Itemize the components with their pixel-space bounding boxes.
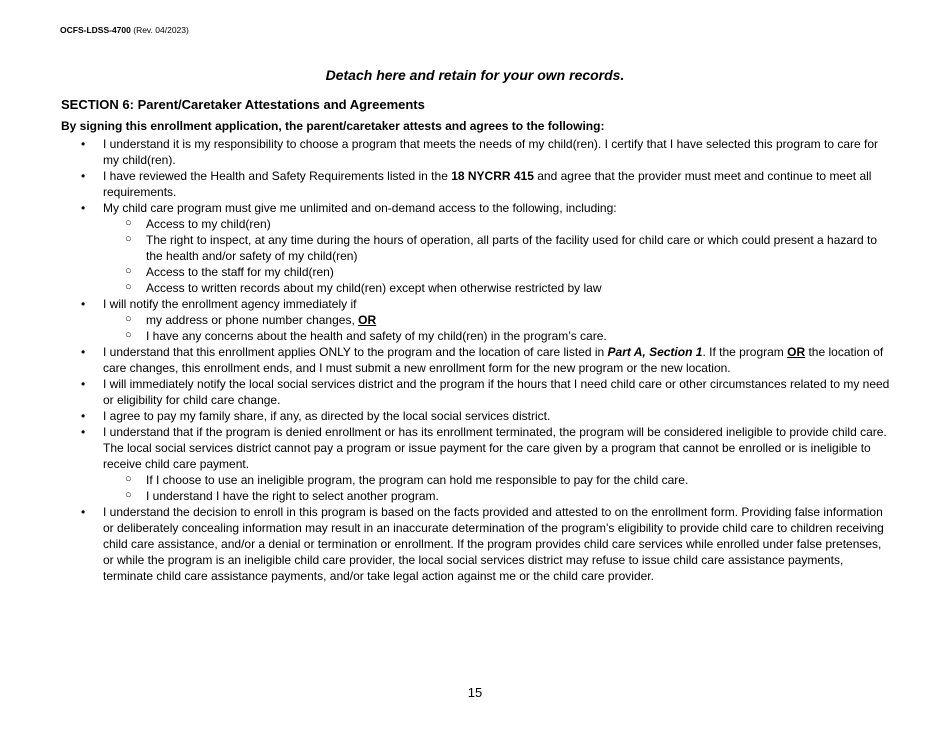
circle-bullet-icon: ○ — [125, 329, 132, 341]
regulation-ref: 18 NYCRR 415 — [451, 169, 534, 183]
sub-item — [61, 264, 891, 280]
form-code: OCFS-LDSS-4700 — [60, 25, 131, 35]
sub-item-text: Access to the staff for my child(ren) — [146, 265, 334, 279]
circle-bullet-icon: ○ — [125, 217, 132, 229]
attestation-item — [61, 200, 891, 216]
attestation-item — [61, 504, 891, 584]
sub-item-text: If I choose to use an ineligible program, the program can hold me responsible to pay for the child care. — [146, 473, 689, 487]
item-text: the location of care changes, this enrollment ends, and I must submit a new enrollment form for the new program or the new location. — [103, 345, 884, 375]
attestation-item — [61, 408, 891, 424]
item-text: I understand that this enrollment applies ONLY to the program and the location of care listed in — [103, 345, 608, 359]
sub-item — [61, 472, 891, 488]
item-text: . If the program — [702, 345, 788, 359]
bullet-icon: • — [81, 169, 86, 183]
circle-bullet-icon: ○ — [125, 313, 132, 325]
item-text: My child care program must give me unlimited and on-demand access to the following, including: — [103, 201, 617, 215]
bullet-icon: • — [81, 425, 86, 439]
bullet-icon: • — [81, 505, 86, 519]
emphasis-or: OR — [358, 313, 377, 327]
detach-note: Detach here and retain for your own records. — [325, 67, 625, 83]
bullet-icon: • — [81, 345, 86, 359]
sub-item — [61, 328, 891, 344]
item-text: I have reviewed the Health and Safety Requirements listed in the — [103, 169, 452, 183]
item-text: and agree that the provider must meet and continue to meet all requirements. — [103, 169, 872, 199]
sub-item — [61, 312, 891, 328]
bullet-icon: • — [81, 377, 86, 391]
item-text: I understand the decision to enroll in this program is based on the facts provided and attested to on the enrollment form. Providing false information or deliberately concealing information may result in an inaccurate determination of the program’s eligibility to provide child care to children receiving child care assistance, and/or a denial or termination or enrollment. If the program provides child care services while enrolled under false pretenses, or while the program is an ineligible child care provider, the local social services district may refuse to issue child care assistance payments, terminate child care assistance payments, and/or take legal action against me or the child care provider. — [103, 505, 884, 583]
circle-bullet-icon: ○ — [125, 265, 132, 277]
item-text: I agree to pay my family share, if any, as directed by the local social services district. — [103, 409, 551, 423]
sub-item — [61, 488, 891, 504]
circle-bullet-icon: ○ — [125, 473, 132, 485]
sub-item — [61, 280, 891, 296]
part-reference: Part A, Section 1 — [607, 345, 703, 359]
emphasis-or: OR — [787, 345, 806, 359]
sub-item-text: I have any concerns about the health and safety of my child(ren) in the program’s care. — [146, 329, 607, 343]
sub-item-text: my address or phone number changes, — [146, 313, 359, 327]
bullet-icon: • — [81, 297, 86, 311]
sub-item-text: The right to inspect, at any time during the hours of operation, all parts of the facility used for child care or which could present a hazard to the health and/or safety of my child(ren) — [146, 233, 878, 263]
sub-item — [61, 216, 891, 232]
bullet-icon: • — [81, 137, 86, 151]
bullet-icon: • — [81, 409, 86, 423]
circle-bullet-icon: ○ — [125, 233, 132, 245]
sub-item-text: Access to written records about my child(ren) except when otherwise restricted by law — [146, 281, 602, 295]
section-title: SECTION 6: Parent/Caretaker Attestations and Agreements — [61, 97, 425, 112]
circle-bullet-icon: ○ — [125, 281, 132, 293]
sub-item — [61, 232, 891, 264]
attestation-item — [61, 296, 891, 312]
attestation-item — [61, 376, 891, 408]
item-text: I will notify the enrollment agency immediately if — [103, 297, 357, 311]
attestation-item — [61, 136, 891, 168]
attestation-list — [61, 136, 891, 584]
item-text: I understand it is my responsibility to choose a program that meets the needs of my child(ren). I certify that I have selected this program to care for my child(ren). — [103, 137, 879, 167]
item-text: I will immediately notify the local social services district and the program if the hours that I need child care or other circumstances related to my need or eligibility for child care change. — [103, 377, 890, 407]
intro-statement: By signing this enrollment application, the parent/caretaker attests and agrees to the following: — [61, 119, 605, 133]
attestation-item — [61, 424, 891, 472]
circle-bullet-icon: ○ — [125, 489, 132, 501]
form-revision: (Rev. 04/2023) — [133, 25, 189, 35]
item-text: I understand that if the program is denied enrollment or has its enrollment terminated, the program will be considered ineligible to provide child care. The local social services district cannot pay a program or issue payment for the care given by a program that cannot be enrolled or is ineligible to receive child care payment. — [103, 425, 887, 471]
sub-item-text: Access to my child(ren) — [146, 217, 271, 231]
bullet-icon: • — [81, 201, 86, 215]
form-id — [60, 25, 189, 35]
sub-item-text: I understand I have the right to select another program. — [146, 489, 439, 503]
page-number: 15 — [467, 685, 483, 700]
attestation-item — [61, 168, 891, 200]
attestation-item — [61, 344, 891, 376]
